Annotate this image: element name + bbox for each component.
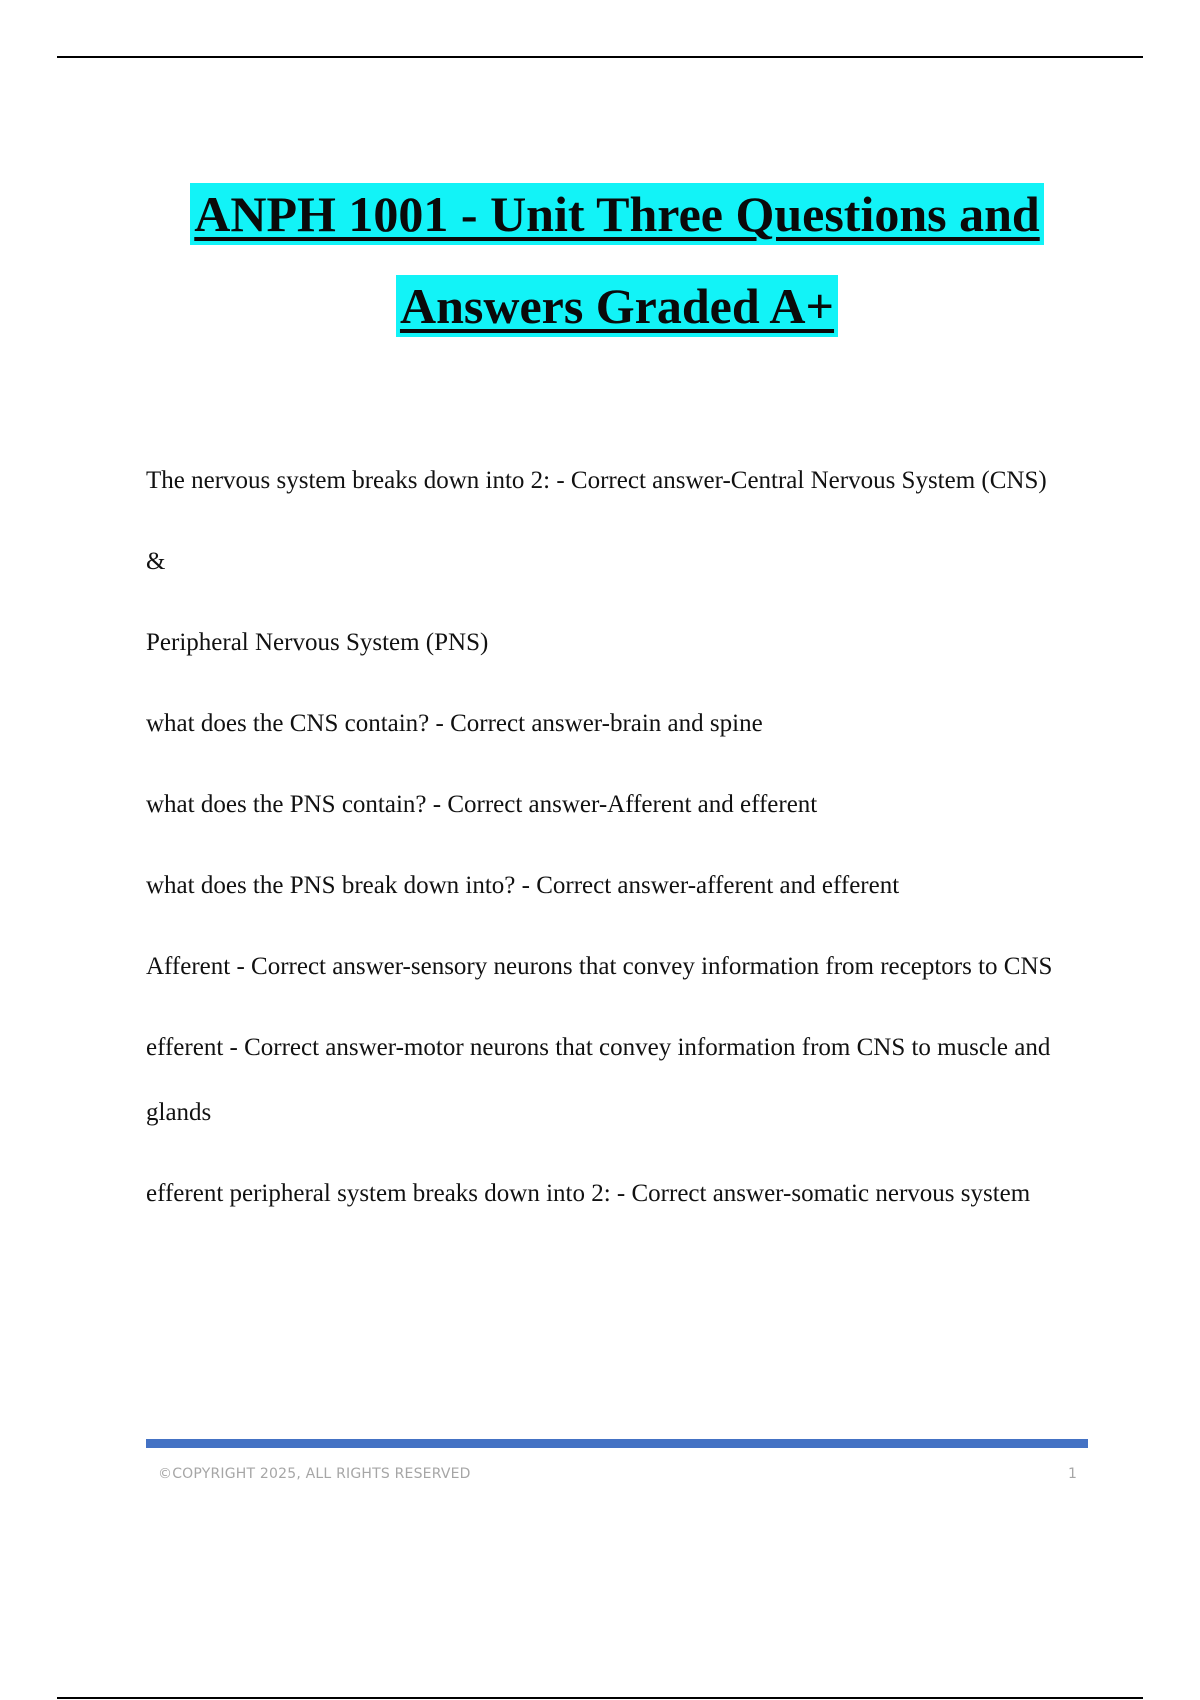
top-rule (57, 56, 1143, 58)
paragraph-afferent: Afferent - Correct answer-sensory neurons that convey information from receptors to CNS (146, 953, 1053, 980)
paragraph-cns-contain: what does the CNS contain? - Correct answer-brain and spine (146, 710, 763, 737)
paragraph-pns-breakdown: what does the PNS break down into? - Correct answer-afferent and efferent (146, 872, 900, 899)
document-title (0, 168, 1200, 352)
paragraph-efferent-system: efferent peripheral system breaks down into 2: - Correct answer-somatic nervous system (146, 1180, 1031, 1207)
title-line-1: ANPH 1001 - Unit Three Questions and (190, 183, 1043, 245)
title-line-2: Answers Graded A+ (396, 275, 838, 337)
paragraph-pns-contain: what does the PNS contain? - Correct answer-Afferent and efferent (146, 791, 818, 818)
footer-copyright: ©COPYRIGHT 2025, ALL RIGHTS RESERVED (158, 1466, 471, 1482)
paragraph-ampersand: & (146, 548, 166, 575)
footer-bar (146, 1439, 1088, 1448)
paragraph-nervous-system: The nervous system breaks down into 2: - Correct answer-Central Nervous System (CNS) (146, 467, 1047, 494)
paragraph-efferent: efferent - Correct answer-motor neurons that convey information from CNS to muscle and glands (146, 1034, 1051, 1126)
document-body (146, 448, 1096, 1242)
page-number: 1 (1068, 1466, 1077, 1482)
bottom-rule (57, 1697, 1143, 1699)
paragraph-pns: Peripheral Nervous System (PNS) (146, 629, 489, 656)
